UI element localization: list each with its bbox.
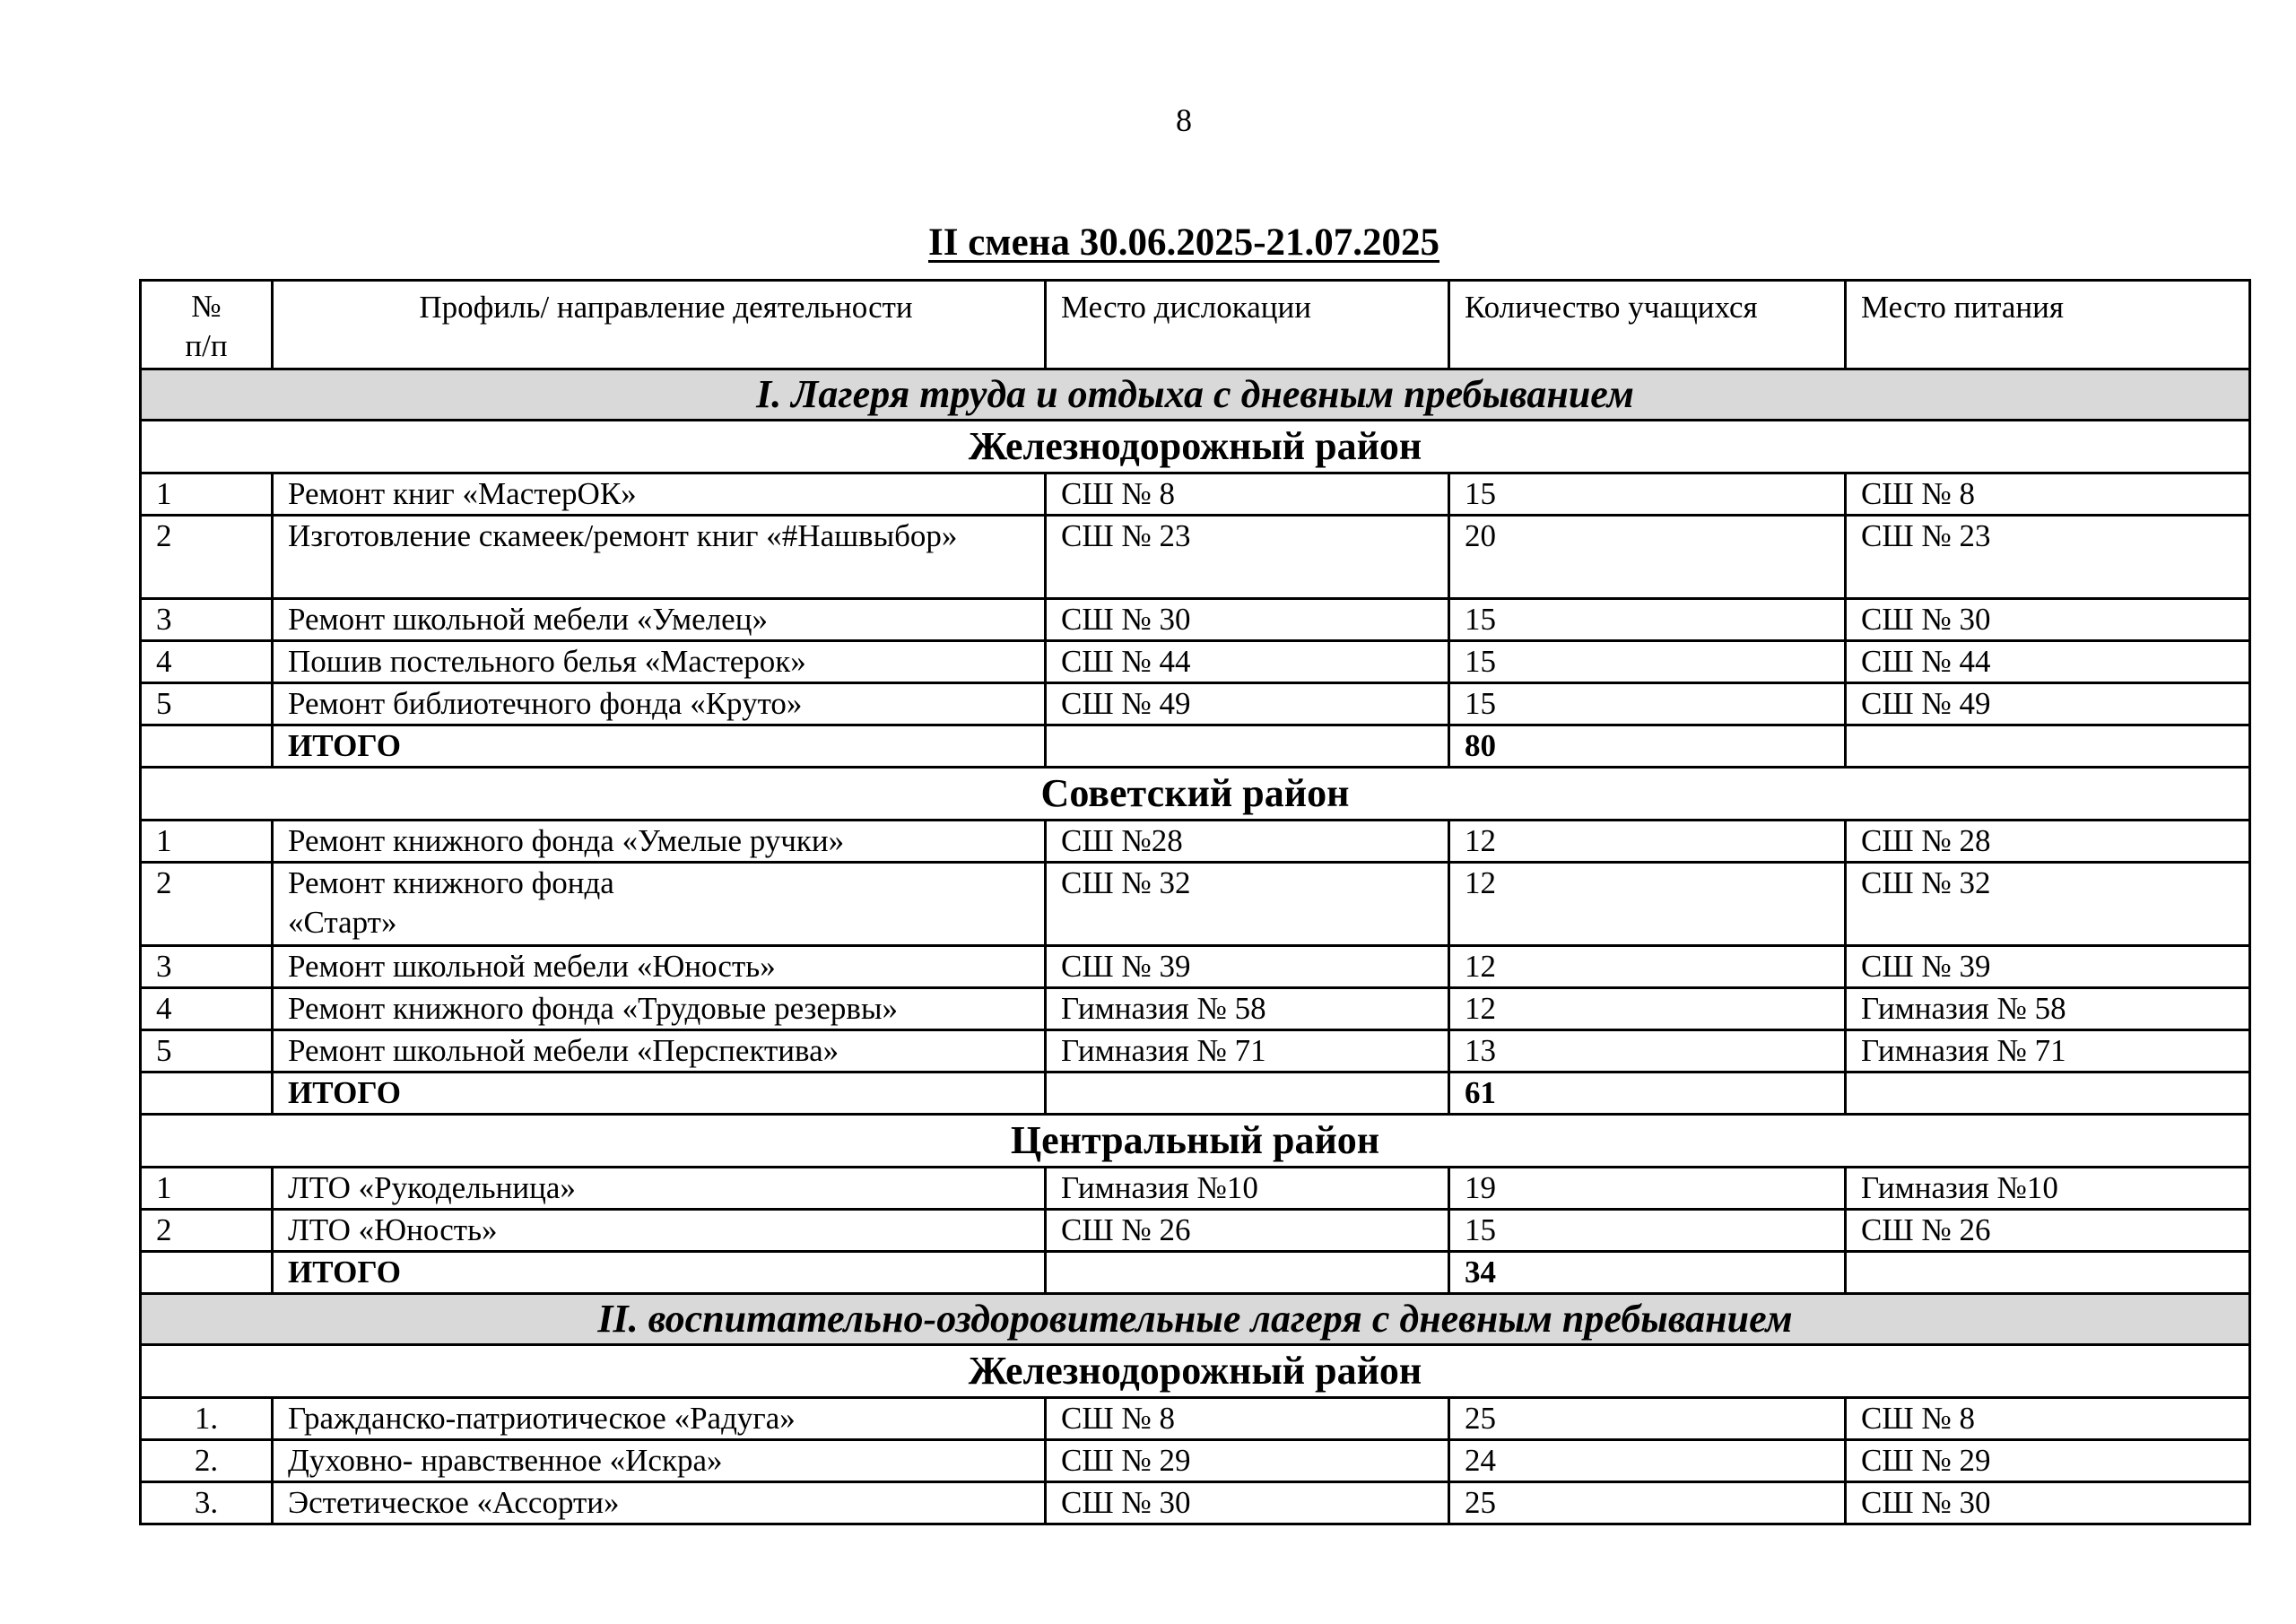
total-row xyxy=(141,1073,2250,1115)
cell-location: Гимназия № 71 xyxy=(1046,1030,1449,1073)
total-value: 61 xyxy=(1449,1073,1846,1115)
cell-num: 3. xyxy=(141,1482,273,1524)
cell-location: СШ № 26 xyxy=(1046,1210,1449,1252)
section-title: I. Лагеря труда и отдыха с дневным пребыванием xyxy=(141,369,2250,421)
total-label: ИТОГО xyxy=(273,1073,1046,1115)
cell-meals: СШ № 30 xyxy=(1846,599,2250,641)
cell-profile: Ремонт книжного фонда «Умелые ручки» xyxy=(273,821,1046,863)
cell-num xyxy=(141,725,273,768)
total-label: ИТОГО xyxy=(273,1252,1046,1294)
cell-meals: Гимназия №10 xyxy=(1846,1168,2250,1210)
cell-location: СШ № 44 xyxy=(1046,641,1449,683)
cell-location: СШ № 8 xyxy=(1046,1398,1449,1440)
cell-num: 1. xyxy=(141,1398,273,1440)
cell-num xyxy=(141,1252,273,1294)
cell-profile: Духовно- нравственное «Искра» xyxy=(273,1440,1046,1482)
cell-num: 1 xyxy=(141,1168,273,1210)
cell-profile-line2: «Старт» xyxy=(288,905,397,940)
cell-location xyxy=(1046,1073,1449,1115)
district-name: Железнодорожный район xyxy=(141,1345,2250,1398)
header-location: Место дислокации xyxy=(1046,281,1449,369)
total-row xyxy=(141,725,2250,768)
cell-quantity: 25 xyxy=(1449,1482,1846,1524)
cell-profile: Пошив постельного белья «Мастерок» xyxy=(273,641,1046,683)
cell-meals: СШ № 23 xyxy=(1846,516,2250,599)
cell-num: 2. xyxy=(141,1440,273,1482)
cell-meals xyxy=(1846,1073,2250,1115)
header-number-line2: п/п xyxy=(185,328,228,363)
cell-location: СШ № 30 xyxy=(1046,599,1449,641)
cell-quantity: 19 xyxy=(1449,1168,1846,1210)
table-row xyxy=(141,641,2250,683)
cell-meals: СШ № 49 xyxy=(1846,683,2250,725)
cell-profile: Ремонт школьной мебели «Умелец» xyxy=(273,599,1046,641)
cell-profile: Гражданско-патриотическое «Радуга» xyxy=(273,1398,1046,1440)
header-meals: Место питания xyxy=(1846,281,2250,369)
page-title-text: II смена 30.06.2025-21.07.2025 xyxy=(927,221,1440,264)
table-row xyxy=(141,1210,2250,1252)
header-profile: Профиль/ направление деятельности xyxy=(273,281,1046,369)
cell-location: СШ № 30 xyxy=(1046,1482,1449,1524)
cell-location: Гимназия №10 xyxy=(1046,1168,1449,1210)
total-label: ИТОГО xyxy=(273,725,1046,768)
cell-quantity: 12 xyxy=(1449,863,1846,946)
cell-quantity: 20 xyxy=(1449,516,1846,599)
cell-profile: Ремонт библиотечного фонда «Круто» xyxy=(273,683,1046,725)
cell-profile: ЛТО «Рукодельница» xyxy=(273,1168,1046,1210)
camps-table xyxy=(139,279,2251,1525)
cell-meals: СШ № 8 xyxy=(1846,473,2250,516)
cell-profile-line1: Ремонт книжного фонда xyxy=(288,865,614,900)
cell-meals: СШ № 8 xyxy=(1846,1398,2250,1440)
cell-meals: Гимназия № 71 xyxy=(1846,1030,2250,1073)
cell-meals xyxy=(1846,1252,2250,1294)
cell-num: 2 xyxy=(141,1210,273,1252)
cell-meals: СШ № 39 xyxy=(1846,946,2250,988)
cell-meals: СШ № 32 xyxy=(1846,863,2250,946)
table-row xyxy=(141,946,2250,988)
page-title xyxy=(0,219,2296,267)
cell-num: 5 xyxy=(141,683,273,725)
cell-quantity: 12 xyxy=(1449,821,1846,863)
cell-location: СШ № 29 xyxy=(1046,1440,1449,1482)
district-name: Центральный район xyxy=(141,1115,2250,1168)
page-number: 8 xyxy=(1176,102,1192,138)
table-row xyxy=(141,1168,2250,1210)
table-row xyxy=(141,821,2250,863)
cell-num: 3 xyxy=(141,599,273,641)
section-row xyxy=(141,1294,2250,1345)
cell-num: 3 xyxy=(141,946,273,988)
table-row xyxy=(141,473,2250,516)
cell-profile: Изготовление скамеек/ремонт книг «#Нашвыбор» xyxy=(273,516,1046,599)
cell-num: 4 xyxy=(141,988,273,1030)
cell-quantity: 15 xyxy=(1449,1210,1846,1252)
district-row xyxy=(141,1115,2250,1168)
cell-profile: Ремонт школьной мебели «Перспектива» xyxy=(273,1030,1046,1073)
cell-meals xyxy=(1846,725,2250,768)
cell-profile xyxy=(273,863,1046,946)
table-row xyxy=(141,1030,2250,1073)
cell-location xyxy=(1046,725,1449,768)
cell-profile: Эстетическое «Ассорти» xyxy=(273,1482,1046,1524)
cell-profile: Ремонт школьной мебели «Юность» xyxy=(273,946,1046,988)
table-row xyxy=(141,1440,2250,1482)
cell-num: 2 xyxy=(141,863,273,946)
cell-quantity: 24 xyxy=(1449,1440,1846,1482)
district-name: Советский район xyxy=(141,768,2250,821)
cell-location xyxy=(1046,1252,1449,1294)
table-row xyxy=(141,1398,2250,1440)
total-value: 34 xyxy=(1449,1252,1846,1294)
cell-num: 4 xyxy=(141,641,273,683)
cell-profile: Ремонт книг «МастерОК» xyxy=(273,473,1046,516)
header-number-line1: № xyxy=(191,289,222,324)
cell-profile: Ремонт книжного фонда «Трудовые резервы» xyxy=(273,988,1046,1030)
district-row xyxy=(141,1345,2250,1398)
cell-meals: СШ № 26 xyxy=(1846,1210,2250,1252)
section-row xyxy=(141,369,2250,421)
cell-meals: СШ № 29 xyxy=(1846,1440,2250,1482)
cell-quantity: 12 xyxy=(1449,988,1846,1030)
cell-num: 1 xyxy=(141,473,273,516)
table-row xyxy=(141,1482,2250,1524)
header-quantity: Количество учащихся xyxy=(1449,281,1846,369)
table-row xyxy=(141,863,2250,946)
header-number xyxy=(141,281,273,369)
cell-quantity: 15 xyxy=(1449,473,1846,516)
cell-location: СШ № 23 xyxy=(1046,516,1449,599)
cell-meals: СШ № 28 xyxy=(1846,821,2250,863)
total-value: 80 xyxy=(1449,725,1846,768)
table-row xyxy=(141,988,2250,1030)
cell-location: СШ № 32 xyxy=(1046,863,1449,946)
cell-profile: ЛТО «Юность» xyxy=(273,1210,1046,1252)
district-row xyxy=(141,421,2250,473)
table-row xyxy=(141,599,2250,641)
cell-location: СШ №28 xyxy=(1046,821,1449,863)
cell-location: СШ № 8 xyxy=(1046,473,1449,516)
cell-location: Гимназия № 58 xyxy=(1046,988,1449,1030)
cell-meals: Гимназия № 58 xyxy=(1846,988,2250,1030)
cell-quantity: 15 xyxy=(1449,641,1846,683)
cell-quantity: 15 xyxy=(1449,599,1846,641)
cell-location: СШ № 49 xyxy=(1046,683,1449,725)
table-header-row xyxy=(141,281,2250,369)
district-row xyxy=(141,768,2250,821)
cell-location: СШ № 39 xyxy=(1046,946,1449,988)
cell-meals: СШ № 44 xyxy=(1846,641,2250,683)
cell-quantity: 12 xyxy=(1449,946,1846,988)
section-title: II. воспитательно-оздоровительные лагеря с дневным пребыванием xyxy=(141,1294,2250,1345)
table-row xyxy=(141,683,2250,725)
cell-num: 2 xyxy=(141,516,273,599)
table-row xyxy=(141,516,2250,599)
cell-num: 5 xyxy=(141,1030,273,1073)
cell-quantity: 25 xyxy=(1449,1398,1846,1440)
cell-meals: СШ № 30 xyxy=(1846,1482,2250,1524)
cell-quantity: 15 xyxy=(1449,683,1846,725)
cell-num xyxy=(141,1073,273,1115)
cell-num: 1 xyxy=(141,821,273,863)
cell-quantity: 13 xyxy=(1449,1030,1846,1073)
total-row xyxy=(141,1252,2250,1294)
district-name: Железнодорожный район xyxy=(141,421,2250,473)
